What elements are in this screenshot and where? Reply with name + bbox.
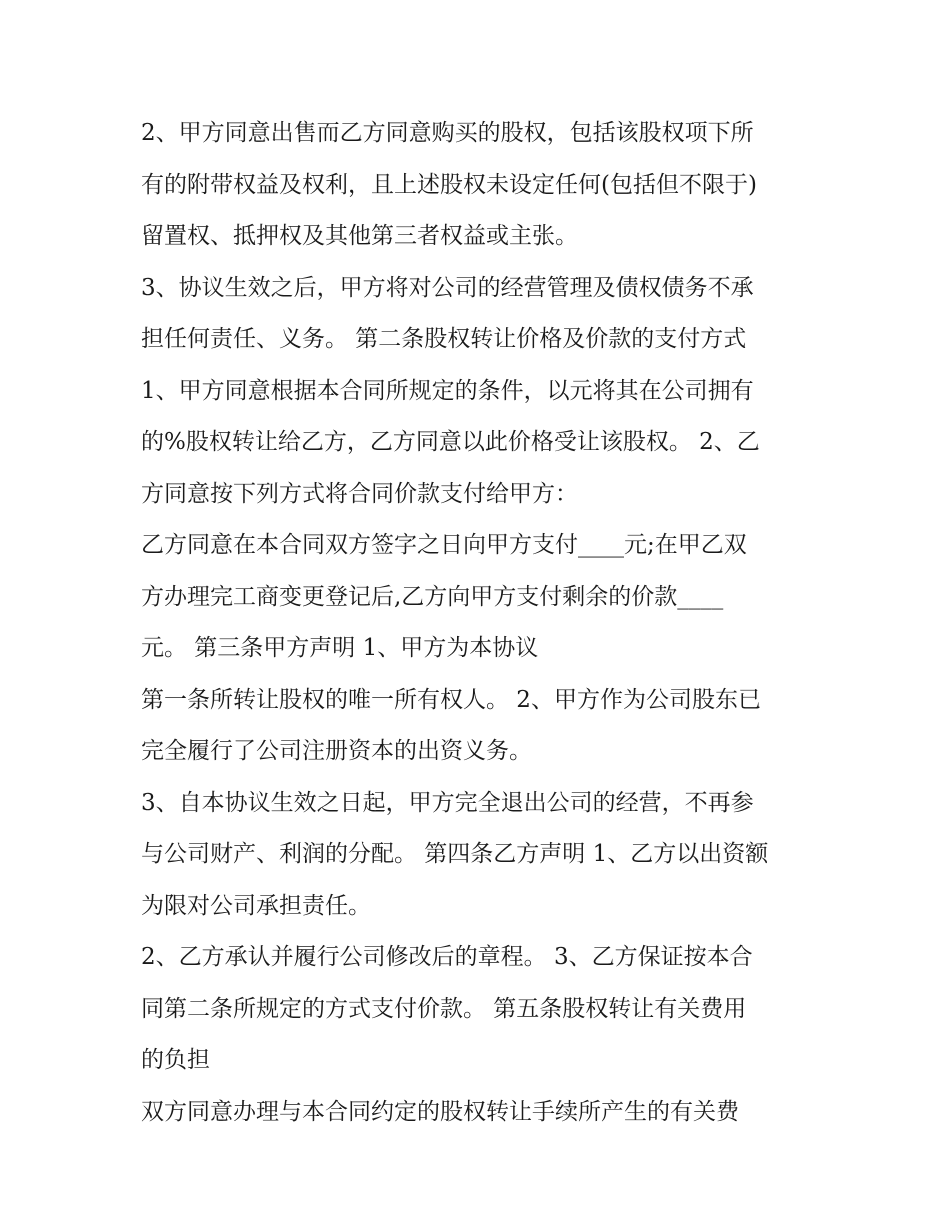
text-line: 方同意按下列方式将合同价款支付给甲方： [141, 480, 578, 507]
text-line: 第一条所转让股权的唯一所有权人。 2、甲方作为公司股东已 [141, 686, 761, 713]
text-line: 2、乙方承认并履行公司修改后的章程。 3、乙方保证按本合 [141, 944, 753, 970]
text-line: 留置权、抵押权及其他第三者权益或主张。 [141, 223, 578, 249]
text-line: 的%股权转让给乙方，乙方同意以此价格受让该股权。 2、乙 [141, 429, 760, 455]
text-line: 双方同意办理与本合同约定的股权转让手续所产生的有关费 [141, 1098, 739, 1125]
text-line: 完全履行了公司注册资本的出资义务。 [141, 738, 532, 764]
text-line: 同第二条所规定的方式支付价款。 第五条股权转让有关费用 [141, 995, 747, 1022]
text-line: 3、自本协议生效之日起，甲方完全退出公司的经营，不再参 [141, 789, 754, 816]
text-line: 元。 第三条甲方声明 1、甲方为本协议 [141, 635, 539, 661]
text-line: 为限对公司承担责任。 [141, 892, 371, 919]
text-line: 担任何责任、义务。 第二条股权转让价格及价款的支付方式 [141, 326, 747, 352]
text-line: 与公司财产、利润的分配。 第四条乙方声明 1、乙方以出资额 [141, 841, 769, 867]
text-line: 3、协议生效之后，甲方将对公司的经营管理及债权债务不承 [141, 274, 754, 301]
text-line: 方办理完工商变更登记后,乙方向甲方支付剩余的价款____ [141, 583, 724, 610]
text-line: 1、甲方同意根据本合同所规定的条件，以元将其在公司拥有 [141, 377, 754, 404]
text-line: 有的附带权益及权利，且上述股权未设定任何(包括但不限于) [141, 171, 757, 198]
text-line: 2、甲方同意出售而乙方同意购买的股权，包括该股权项下所 [141, 120, 754, 146]
text-line: 的负担 [141, 1047, 210, 1073]
text-line: 乙方同意在本合同双方签字之日向甲方支付____元;在甲乙双 [141, 532, 747, 558]
document-body [141, 108, 821, 1138]
